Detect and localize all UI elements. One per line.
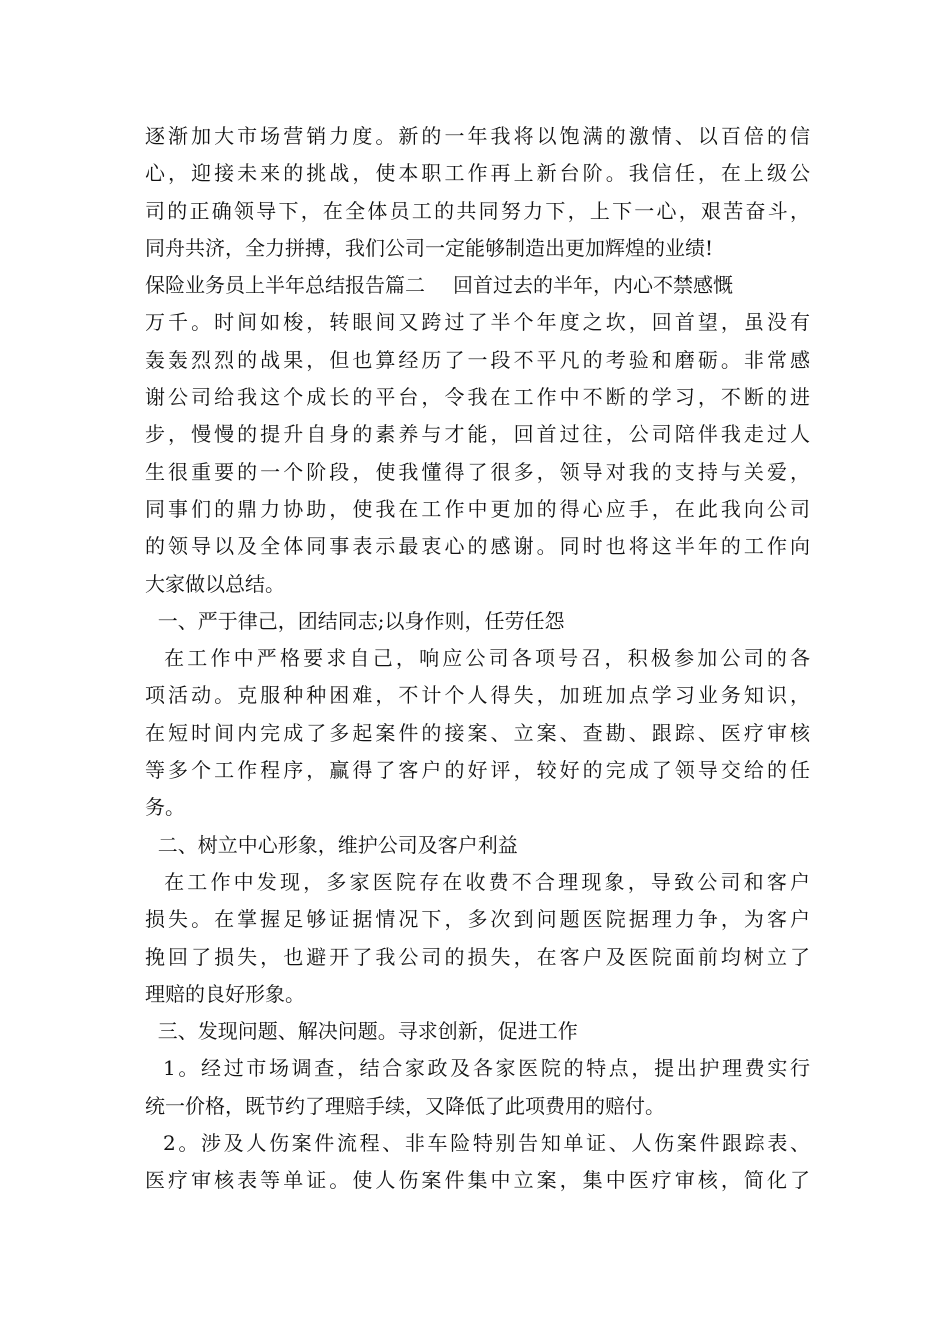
- text-line: 步，慢慢的提升自身的素养与才能，回首过往，公司陪伴我走过人: [145, 422, 810, 447]
- subheading-line: 二、树立中心形象，维护公司及客户利益: [145, 832, 518, 857]
- text-line: 挽回了损失，也避开了我公司的损失，在客户及医院面前均树立了: [145, 944, 810, 969]
- text-line: 的领导以及全体同事表示最衷心的感谢。同时也将这半年的工作向: [145, 534, 810, 559]
- text-line: 在工作中发现，多家医院存在收费不合理现象，导致公司和客户: [145, 869, 810, 894]
- text-line: 同事们的鼎力协助，使我在工作中更加的得心应手，在此我向公司: [145, 496, 810, 521]
- text-line: 轰轰烈烈的战果，但也算经历了一段不平凡的考验和磨砺。非常感: [145, 347, 810, 372]
- text-line: 2。涉及人伤案件流程、非车险特别告知单证、人伤案件跟踪表、: [145, 1131, 810, 1156]
- text-line: 理赔的良好形象。: [145, 981, 305, 1006]
- text-line: 等多个工作程序，赢得了客户的好评，较好的完成了领导交给的任: [145, 758, 810, 783]
- section-title: 保险业务员上半年总结报告篇二: [145, 273, 425, 298]
- text-line-continuation: 回首过去的半年，内心不禁感慨: [453, 273, 733, 298]
- subheading-line: 三、发现问题、解决问题。寻求创新，促进工作: [145, 1019, 578, 1044]
- text-line: 在工作中严格要求自己，响应公司各项号召，积极参加公司的各: [145, 646, 810, 671]
- text-line: 务。: [145, 795, 185, 820]
- text-line: 心，迎接未来的挑战，使本职工作再上新台阶。我信任，在上级公: [145, 161, 810, 186]
- subheading-line: 一、严于律己，团结同志;以身作则，任劳任怨: [145, 608, 565, 633]
- text-line: 同舟共济，全力拼搏，我们公司一定能够制造出更加辉煌的业绩!: [145, 235, 714, 260]
- text-line: 损失。在掌握足够证据情况下，多次到问题医院据理力争，为客户: [145, 907, 810, 932]
- text-line: 逐渐加大市场营销力度。新的一年我将以饱满的激情、以百倍的信: [145, 124, 810, 148]
- text-line: 生很重要的一个阶段，使我懂得了很多，领导对我的支持与关爱，: [145, 459, 810, 484]
- document-body: [145, 118, 810, 1200]
- text-line: 1。经过市场调查，结合家政及各家医院的特点，提出护理费实行: [145, 1056, 810, 1081]
- text-line: 谢公司给我这个成长的平台，令我在工作中不断的学习，不断的进: [145, 385, 810, 410]
- text-line: 万千。时间如梭，转眼间又跨过了半个年度之坎，回首望，虽没有: [145, 310, 810, 335]
- text-line: 大家做以总结。: [145, 571, 285, 596]
- text-line: 司的正确领导下，在全体员工的共同努力下，上下一心，艰苦奋斗，: [145, 198, 810, 223]
- text-line: 项活动。克服种种困难，不计个人得失，加班加点学习业务知识，: [145, 683, 810, 708]
- text-line: 统一价格，既节约了理赔手续，又降低了此项费用的赔付。: [145, 1093, 665, 1118]
- text-line: 医疗审核表等单证。使人伤案件集中立案，集中医疗审核，简化了: [145, 1168, 810, 1193]
- text-line: 在短时间内完成了多起案件的接案、立案、查勘、跟踪、医疗审核: [145, 720, 810, 745]
- section-heading-line: [145, 267, 810, 304]
